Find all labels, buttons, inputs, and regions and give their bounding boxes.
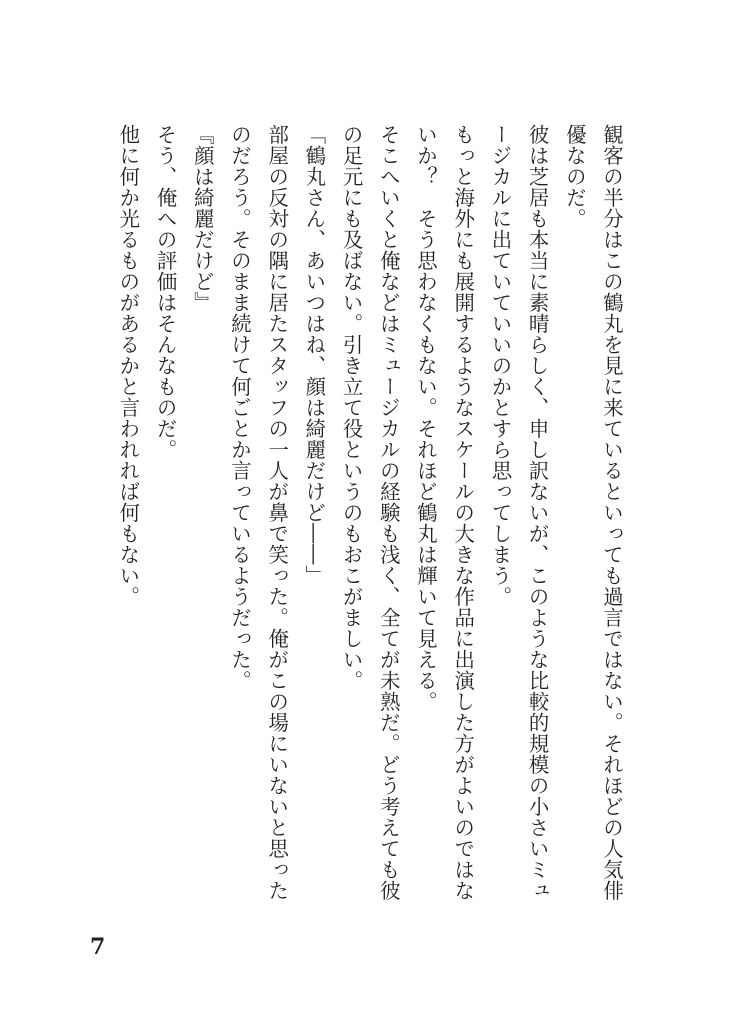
text-line: 部屋の反対の隅に居たスタッフの一人が鼻で笑った。俺がこの場にいないと思った [265,124,290,901]
vertical-text-body [109,124,630,924]
text-line: 観客の半分はこの鶴丸を見に来ているといっても過言ではない。それほどの人気俳 [600,124,624,901]
text-line: の足元にも及ばない。引き立て役というのもおこがましい。 [339,124,364,691]
text-line: そこへいくと俺などはミュージカルの経験も浅く、全てが未熟だ。どう考えても彼 [376,124,401,901]
page-number: 7 [90,934,106,960]
text-line: 『顔は綺麗だけど』 [190,124,215,313]
text-line: いか？ そう思わなくもない。それほど鶴丸は輝いて見える。 [413,124,438,712]
text-line: 他に何か光るものがあるかと言われれば何もない。 [116,124,141,607]
text-line: のだろう。そのまま続けて何ごとか言っているようだった。 [227,124,252,691]
text-line: 「鶴丸さん、あいつはね、顔は綺麗だけど――」 [302,124,327,586]
text-line: ージカルに出ていていいのかとすら思ってしまう。 [488,124,513,607]
text-line: そう、俺への評価はそんなものだ。 [153,124,178,460]
text-line: 彼は芝居も本当に素晴らしく、申し訳ないが、このような比較的規模の小さいミュ [525,124,550,901]
text-line: もっと海外にも展開するようなスケールの大きな作品に出演した方がよいのではな [451,124,476,901]
text-line: 優なのだ。 [562,124,587,229]
